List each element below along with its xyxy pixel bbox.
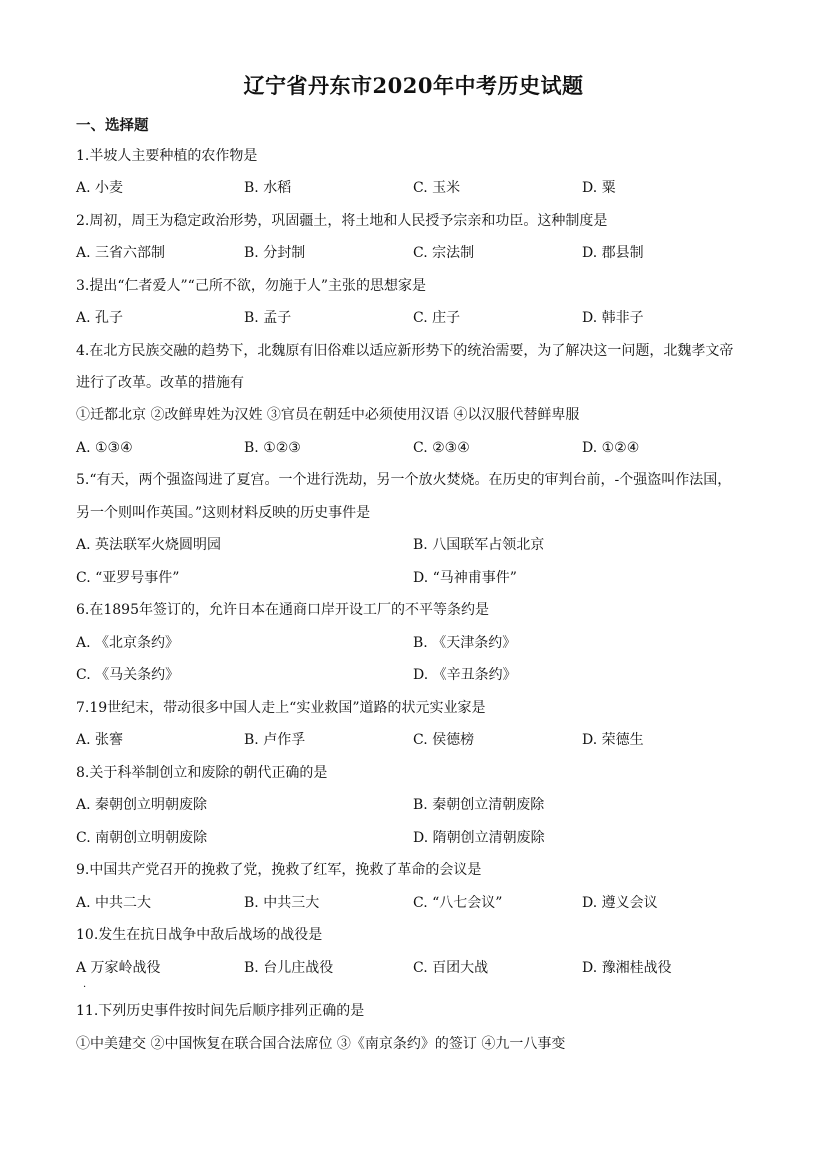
option-a: A. 秦朝创立明朝废除 bbox=[76, 797, 208, 813]
option-c: C. “八七会议” bbox=[413, 895, 503, 911]
option-d: D. 郡县制 bbox=[582, 245, 644, 261]
option-a: A. 中共二大 bbox=[76, 895, 152, 911]
option-b: B. 水稻 bbox=[244, 180, 292, 196]
option-a: A 万家岭战役 bbox=[76, 960, 161, 976]
question-items: ①中美建交 ②中国恢复在联合国合法席位 ③《南京条约》的签订 ④九一八事变 bbox=[76, 1036, 566, 1052]
option-c: C. 庄子 bbox=[413, 310, 461, 326]
option-b: B. 中共三大 bbox=[244, 895, 320, 911]
option-b: B. 卢作孚 bbox=[244, 732, 306, 748]
option-b: B. 孟子 bbox=[244, 310, 292, 326]
option-b: B. 秦朝创立清朝废除 bbox=[413, 797, 545, 813]
option-c: C. 南朝创立明朝废除 bbox=[76, 830, 208, 846]
question-stem: 4.在北方民族交融的趋势下，北魏原有旧俗难以适应新形势下的统治需要，为了解决这一问题，北魏孝文帝 bbox=[76, 343, 734, 359]
question-stem: 3.提出“仁者爱人”“己所不欲，勿施于人”主张的思想家是 bbox=[76, 278, 426, 294]
option-a: A. 《北京条约》 bbox=[76, 635, 180, 651]
question-stem: 10.发生在抗日战争中敌后战场的战役是 bbox=[76, 927, 323, 943]
option-b: B. ①②③ bbox=[244, 440, 301, 456]
option-a: A. 三省六部制 bbox=[76, 245, 166, 261]
option-d: D. 豫湘桂战役 bbox=[582, 960, 672, 976]
option-a: A. 张謇 bbox=[76, 732, 124, 748]
question-stem: 2.周初，周王为稳定政治形势，巩固疆土，将土地和人民授予宗亲和功臣。这种制度是 bbox=[76, 213, 608, 229]
question-stem: 9.中国共产党召开的挽救了党，挽救了红军，挽救了革命的会议是 bbox=[76, 862, 482, 878]
question-stem: 5.“有天，两个强盗闯进了夏宫。一个进行洗劫，另一个放火焚烧。在历史的审判台前，-个强盗叫作法国， bbox=[76, 472, 732, 488]
option-c: C. 百团大战 bbox=[413, 960, 489, 976]
option-c: C. “亚罗号事件” bbox=[76, 570, 180, 586]
question-stem: 8.关于科举制创立和废除的朝代正确的是 bbox=[76, 765, 328, 781]
option-b: B. 八国联军占领北京 bbox=[413, 537, 545, 553]
option-d: D. ①②④ bbox=[582, 440, 640, 456]
question-items: ①迁都北京 ②改鲜卑姓为汉姓 ③官员在朝廷中必须使用汉语 ④以汉服代替鲜卑服 bbox=[76, 407, 580, 423]
option-d: D. 《辛丑条约》 bbox=[413, 667, 517, 683]
question-stem-cont: 进行了改革。改革的措施有 bbox=[76, 375, 244, 391]
option-a: A. 小麦 bbox=[76, 180, 124, 196]
option-a: A. 英法联军火烧圆明园 bbox=[76, 537, 222, 553]
question-stem: 11.下列历史事件按时间先后顺序排列正确的是 bbox=[76, 1003, 365, 1019]
option-c: C. 玉米 bbox=[413, 180, 461, 196]
option-d: D. 隋朝创立清朝废除 bbox=[413, 830, 545, 846]
option-c: C. ②③④ bbox=[413, 440, 470, 456]
option-d: D. 遵义会议 bbox=[582, 895, 658, 911]
option-d: D. 荣德生 bbox=[582, 732, 644, 748]
option-b: B. 《天津条约》 bbox=[413, 635, 517, 651]
question-stem: 1.半坡人主要种植的农作物是 bbox=[76, 148, 258, 164]
option-a: A. 孔子 bbox=[76, 310, 124, 326]
section-heading: 一、选择题 bbox=[76, 117, 149, 134]
stray-mark: · bbox=[83, 982, 87, 993]
question-stem: 7.19世纪末，带动很多中国人走上“实业救国”道路的状元实业家是 bbox=[76, 700, 486, 716]
option-b: B. 分封制 bbox=[244, 245, 306, 261]
option-d: D. 韩非子 bbox=[582, 310, 644, 326]
option-a: A. ①③④ bbox=[76, 440, 133, 456]
option-d: D. “马神甫事件” bbox=[413, 570, 517, 586]
option-c: C. 侯德榜 bbox=[413, 732, 475, 748]
option-c: C. 《马关条约》 bbox=[76, 667, 180, 683]
question-stem-cont: 另一个则叫作英国。”这则材料反映的历史事件是 bbox=[76, 505, 371, 521]
option-b: B. 台儿庄战役 bbox=[244, 960, 334, 976]
page-title: 辽宁省丹东市2020年中考历史试题 bbox=[243, 73, 584, 98]
question-stem: 6.在1895年签订的，允许日本在通商口岸开设工厂的不平等条约是 bbox=[76, 602, 489, 618]
option-d: D. 粟 bbox=[582, 180, 616, 196]
option-c: C. 宗法制 bbox=[413, 245, 475, 261]
